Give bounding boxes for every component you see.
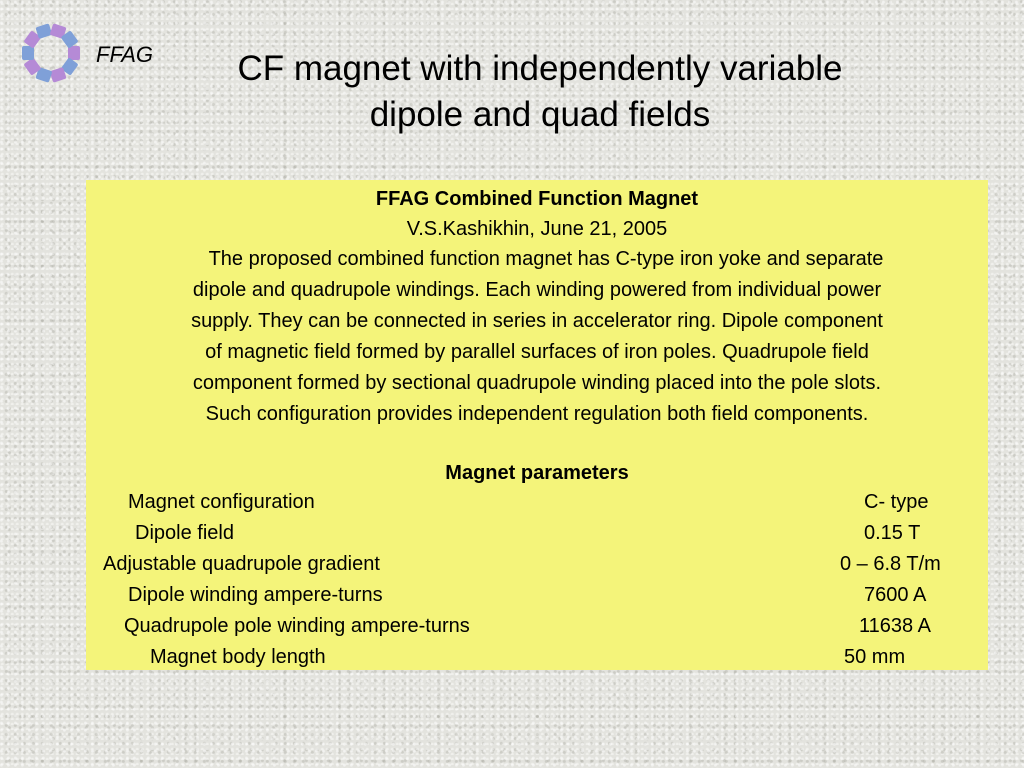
param-row	[86, 549, 988, 580]
param-row	[86, 487, 988, 518]
param-name: Dipole field	[135, 522, 234, 544]
logo-label: FFAG	[96, 42, 154, 67]
param-value: 7600 A	[864, 584, 927, 606]
body-line: dipole and quadrupole windings. Each winding powered from individual power	[192, 279, 882, 301]
param-value: 50 mm	[844, 646, 906, 668]
magnet-description-panel	[86, 180, 988, 670]
param-name: Quadrupole pole winding ampere-turns	[124, 615, 470, 637]
logo-segment	[68, 46, 80, 60]
param-name: Dipole winding ampere-turns	[128, 584, 383, 606]
param-row	[86, 580, 988, 611]
param-row	[86, 518, 988, 549]
param-value: C- type	[864, 491, 929, 513]
logo-segment	[22, 46, 34, 60]
params-heading: Magnet parameters	[445, 462, 629, 484]
panel-author: V.S.Kashikhin, June 21, 2005	[406, 218, 668, 240]
param-value: 11638 A	[859, 615, 931, 637]
page-title	[150, 46, 930, 138]
body-line: The proposed combined function magnet has C-type iron yoke and separate	[208, 248, 884, 270]
body-line: supply. They can be connected in series in accelerator ring. Dipole component	[191, 310, 883, 332]
body-line: of magnetic field formed by parallel surfaces of iron poles. Quadrupole field	[205, 341, 869, 363]
param-name: Magnet body length	[150, 646, 326, 668]
param-row	[86, 611, 988, 642]
body-line: component formed by sectional quadrupole winding placed into the pole slots.	[192, 372, 882, 394]
param-value: 0.15 T	[864, 522, 921, 544]
body-line: Such configuration provides independent regulation both field components.	[205, 403, 869, 425]
param-name: Adjustable quadrupole gradient	[103, 553, 380, 575]
param-name: Magnet configuration	[128, 491, 315, 513]
panel-heading: FFAG Combined Function Magnet	[375, 188, 699, 210]
param-row	[86, 642, 988, 673]
param-value: 0 – 6.8 T/m	[840, 553, 941, 575]
ffag-ring-logo-icon	[18, 20, 84, 86]
panel-body	[92, 244, 982, 430]
title-line-2: dipole and quad fields	[369, 95, 711, 134]
title-line-1: CF magnet with independently variable	[237, 49, 843, 88]
